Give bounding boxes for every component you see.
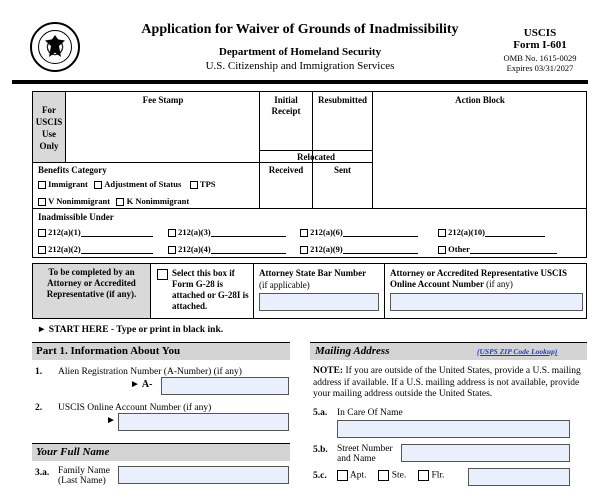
arrow-right-icon: ► [106,415,116,426]
divider [253,264,254,318]
divider [260,162,372,163]
ground-checkbox[interactable] [438,229,446,237]
action-block-label: Action Block [455,95,505,105]
agency-name: U.S. Citizenship and Immigration Services [205,60,395,72]
ground-checkbox[interactable] [38,229,46,237]
divider [260,150,372,151]
ground-checkbox[interactable] [38,246,46,254]
unit-number-input[interactable] [468,468,570,486]
attorney-completed-by: To be completed by an Attorney or Accredited Representative (if any). [33,264,151,318]
part1-header: Part 1. Information About You [32,342,290,360]
divider [372,92,373,208]
inadmissible-under-label: Inadmissible Under [38,212,114,222]
a-number-prefix [130,379,152,390]
k-nonimmigrant-checkbox[interactable] [116,198,124,206]
q5c-number: 5.c. [313,471,327,481]
bar-number-sub: (if applicable) [259,280,310,290]
for-uscis-use-only: For USCIS Use Only [33,92,66,162]
q5b-label: Street Number and Name [337,444,393,464]
immigrant-label: Immigrant [48,179,88,189]
mailing-address-header [310,342,587,360]
sent-label: Sent [333,165,351,175]
tps-label: TPS [199,179,216,189]
grounds-row-2d [438,244,557,254]
in-care-of-input[interactable] [337,420,570,438]
ground-checkbox[interactable] [300,246,308,254]
q5a-number: 5.a. [313,408,328,418]
your-full-name-header: Your Full Name [32,443,290,461]
tps-checkbox[interactable] [190,181,198,189]
ground-label: 212(a)(10) [448,227,485,237]
ground-checkbox[interactable] [168,229,176,237]
q5b-number: 5.b. [313,445,328,455]
fee-stamp-label: Fee Stamp [142,95,184,105]
a-number-input[interactable] [161,377,289,395]
start-here-text: START HERE - Type or print in black ink. [48,325,224,335]
ground-label: 212(a)(1) [48,227,81,237]
v-nonimmigrant-checkbox[interactable] [38,198,46,206]
g28-checkbox[interactable] [157,269,168,280]
relocated-label: Relocated [297,152,335,162]
apt-checkbox[interactable] [337,470,348,481]
g28-option [155,268,253,312]
q3a-label: Family Name (Last Name) [58,466,110,486]
flr-checkbox[interactable] [418,470,429,481]
family-name-input[interactable] [118,466,289,484]
resubmitted-label: Resubmitted [318,95,367,105]
mailing-address-title: Mailing Address [315,345,390,357]
grounds-row-1d [438,227,545,237]
start-here [37,325,223,335]
q3a-number: 3.a. [35,468,50,478]
grounds-row-1c [300,227,418,237]
note-label: NOTE: [313,366,344,376]
v-nonimmigrant-label: V Nonimmigrant [48,196,111,206]
department-name: Department of Homeland Security [218,46,382,58]
g28-label: Select this box if Form G-28 is attached or G-28I is attached. [172,268,249,311]
ground-label: 212(a)(4) [178,244,211,254]
ste-checkbox[interactable] [378,470,389,481]
expiration-date: Expires 03/31/2027 [506,63,574,73]
street-input[interactable] [401,444,570,462]
form-agency: USCIS [523,27,557,39]
q2-number: 2. [35,403,43,413]
q5a-label: In Care Of Name [337,408,403,418]
benefits-category-label: Benefits Category [38,165,107,175]
arrow-right-icon: ► [37,325,47,335]
initial-receipt-label: Initial Receipt [271,95,301,116]
online-account-label [390,268,584,290]
dhs-seal [30,22,80,72]
q1-label: Alien Registration Number (A-Number) (if any) [58,367,242,377]
ground-label: 212(a)(6) [310,227,343,237]
divider [33,162,260,163]
a-prefix-text: A- [141,379,153,390]
q2-label: USCIS Online Account Number (if any) [58,403,212,413]
header-rule [12,80,588,84]
form-number: Form I-601 [513,39,567,51]
adjustment-label: Adjustment of Status [104,179,182,189]
adjustment-checkbox[interactable] [94,181,102,189]
q1-number: 1. [35,367,43,377]
uscis-online-account-input[interactable] [118,413,289,431]
ground-label: 212(a)(9) [310,244,343,254]
grounds-row-2c [300,244,418,254]
ground-label: 212(a)(2) [48,244,81,254]
omb-number: OMB No. 1615-0029 [503,53,577,63]
k-nonimmigrant-label: K Nonimmigrant [126,196,190,206]
grounds-row-1b [168,227,286,237]
grounds-row-2 [38,244,153,254]
benefits-row-2 [38,196,189,206]
ground-checkbox[interactable] [168,246,176,254]
note-text: If you are outside of the United States, provide a U.S. mailing address if available. If a U.S. mailing address is not available, provide your mailing address outside the United States. [313,366,581,399]
attorney-online-account-input[interactable] [390,293,583,311]
divider [33,208,587,209]
mailing-note [313,366,585,401]
immigrant-checkbox[interactable] [38,181,46,189]
ground-checkbox[interactable] [438,246,446,254]
flr-label: Flr. [431,470,445,481]
zip-code-lookup-link[interactable]: (USPS ZIP Code Lookup) [477,347,558,356]
benefits-row-1 [38,179,216,189]
grounds-row-1 [38,227,153,237]
arrow-right-icon: ► [130,379,140,390]
ground-label: 212(a)(3) [178,227,211,237]
ste-label: Ste. [391,470,407,481]
grounds-row-2b [168,244,286,254]
bar-number-input[interactable] [259,293,379,311]
unit-type-options [337,470,444,481]
online-account-text: Attorney or Accredited Representative USCIS Online Account Number [390,268,567,289]
form-title: Application for Waiver of Grounds of Inadmissibility [141,22,459,37]
apt-label: Apt. [349,470,367,481]
received-label: Received [268,165,304,175]
divider [384,264,385,318]
ground-label: Other [448,244,470,254]
bar-number-label: Attorney State Bar Number [259,268,367,278]
online-account-sub: (if any) [486,279,513,289]
ground-checkbox[interactable] [300,229,308,237]
